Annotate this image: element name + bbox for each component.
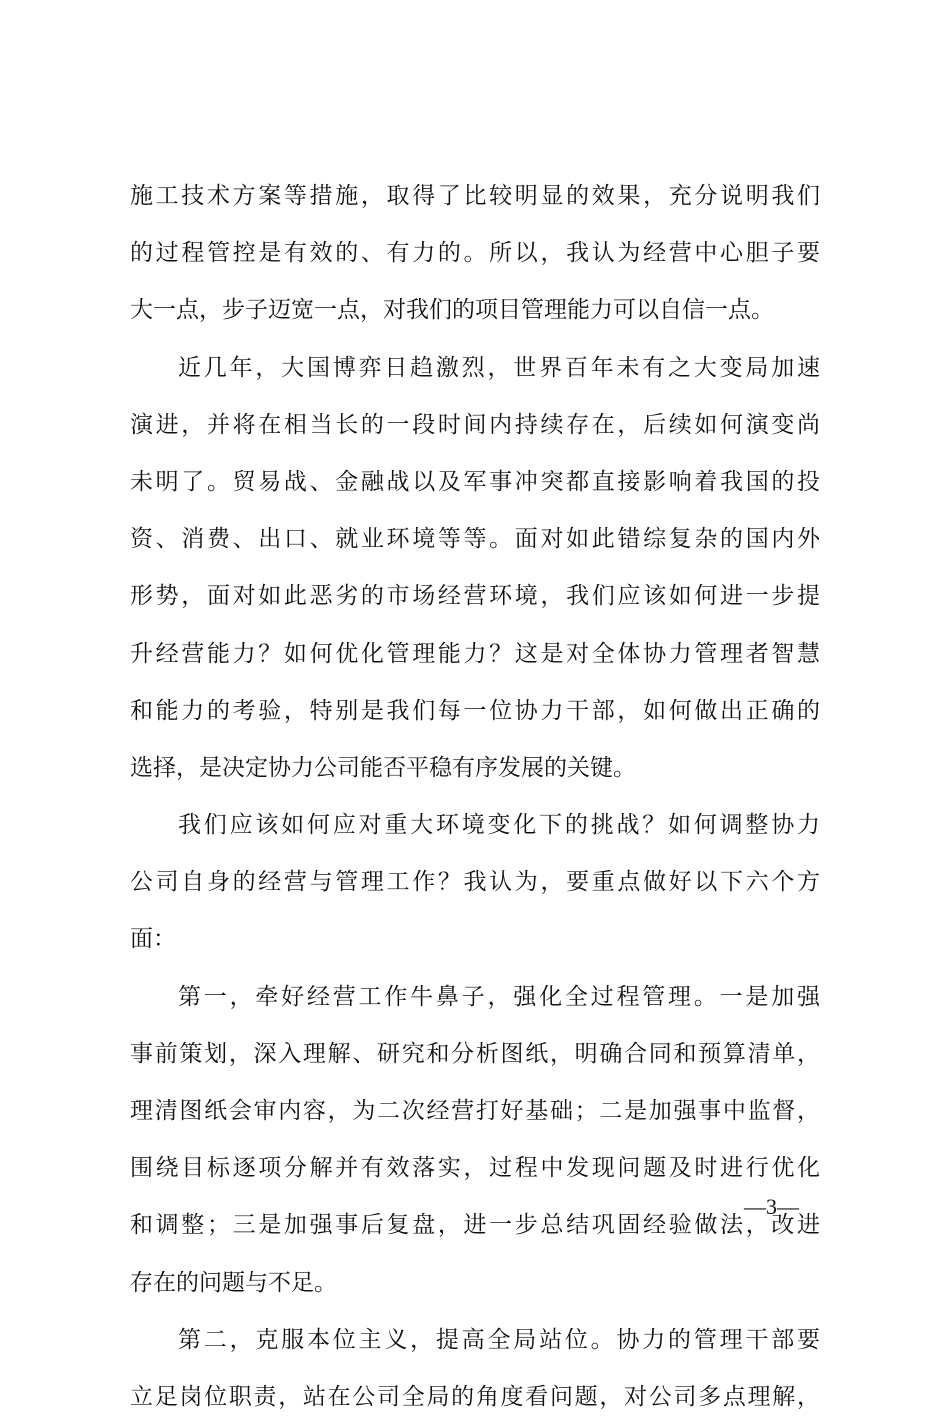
text-line: 我们应该如何应对重大环境变化下的挑战？如何调整协力 — [178, 812, 820, 839]
text-line: 施工技术方案等措施，取得了比较明显的效果，充分说明我们 — [130, 183, 820, 209]
paragraph-situation — [130, 340, 820, 798]
paragraph-first-point — [130, 969, 820, 1312]
paragraph-question — [130, 797, 820, 969]
text-line: 和能力的考验，特别是我们每一位协力干部，如何做出正确的 — [130, 697, 820, 724]
text-line: 和调整；三是加强事后复盘，进一步总结巩固经验做法，改进 — [130, 1212, 820, 1239]
text-line: 第一，牵好经营工作牛鼻子，强化全过程管理。一是加强 — [178, 983, 820, 1010]
text-line: 的过程管控是有效的、有力的。所以，我认为经营中心胆子要 — [130, 240, 820, 267]
page-number: —3— — [744, 1194, 799, 1219]
text-line: 存在的问题与不足。 — [130, 1269, 337, 1296]
text-line: 未明了。贸易战、金融战以及军事冲突都直接影响着我国的投 — [130, 468, 820, 495]
text-line: 围绕目标逐项分解并有效落实，过程中发现问题及时进行优化 — [130, 1155, 820, 1182]
text-line: 面： — [130, 926, 176, 953]
text-line: 演进，并将在相当长的一段时间内持续存在，后续如何演变尚 — [130, 411, 820, 438]
text-line: 公司自身的经营与管理工作？我认为，要重点做好以下六个方 — [130, 869, 820, 896]
text-line: 形势，面对如此恶劣的市场经营环境，我们应该如何进一步提 — [130, 583, 820, 610]
text-line: 近几年，大国博弈日趋激烈，世界百年未有之大变局加速 — [178, 354, 820, 381]
text-line: 立足岗位职责，站在公司全局的角度看问题，对公司多点理解， — [130, 1383, 820, 1410]
paragraph-second-point — [130, 1312, 820, 1426]
text-line: 升经营能力？如何优化管理能力？这是对全体协力管理者智慧 — [130, 640, 820, 667]
text-line: 理清图纸会审内容，为二次经营打好基础；二是加强事中监督， — [130, 1098, 820, 1124]
text-line: 大一点，步子迈宽一点，对我们的项目管理能力可以自信一点。 — [130, 297, 774, 324]
text-line: 第二，克服本位主义，提高全局站位。协力的管理干部要 — [178, 1326, 820, 1353]
text-line: 选择，是决定协力公司能否平稳有序发展的关键。 — [130, 754, 636, 781]
text-line: 事前策划，深入理解、研究和分析图纸，明确合同和预算清单， — [130, 1040, 820, 1067]
document-page — [130, 168, 820, 1426]
text-line: 资、消费、出口、就业环境等等。面对如此错综复杂的国内外 — [130, 526, 820, 553]
paragraph-continuation — [130, 168, 820, 340]
